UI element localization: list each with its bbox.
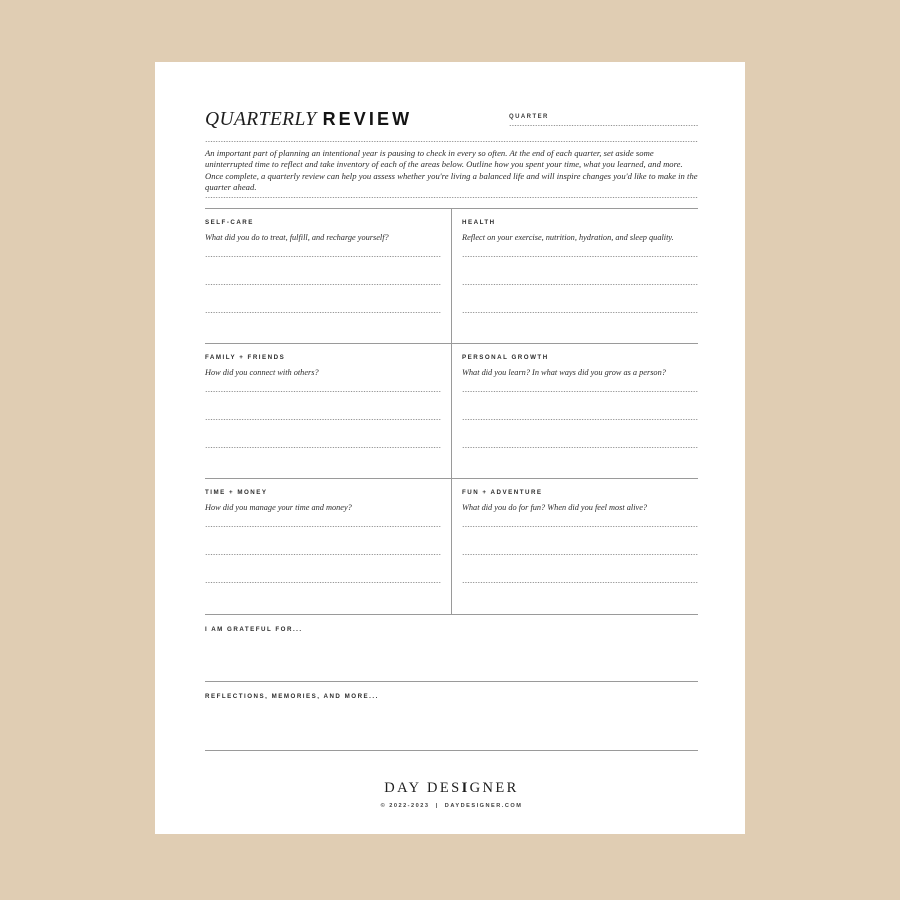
section-fun-adventure [462, 478, 698, 613]
write-line[interactable] [462, 284, 698, 285]
section-health [462, 208, 698, 343]
write-line[interactable] [462, 582, 698, 583]
brand-part-1: DAY DES [384, 779, 462, 796]
quarter-input-line[interactable] [509, 125, 698, 126]
section-self-care [205, 208, 441, 343]
write-line[interactable] [205, 419, 441, 420]
section-prompt: What did you learn? In what ways did you grow as a person? [462, 367, 666, 377]
section-write-lines [205, 526, 441, 583]
printable-page-sheet [155, 62, 745, 834]
quarter-label: QUARTER [509, 114, 549, 120]
grid-row-2 [205, 343, 698, 478]
write-line[interactable] [205, 391, 441, 392]
section-title: PERSONAL GROWTH [462, 353, 549, 361]
section-write-lines [205, 256, 441, 313]
section-prompt: How did you manage your time and money? [205, 502, 352, 512]
section-write-lines [462, 391, 698, 448]
write-line[interactable] [462, 526, 698, 527]
page-content-area [205, 109, 698, 809]
quarter-field-group [509, 113, 698, 126]
section-write-lines [462, 526, 698, 583]
page-footer [205, 780, 698, 809]
section-title: HEALTH [462, 218, 496, 226]
section-write-lines [462, 256, 698, 313]
section-family-friends [205, 343, 441, 478]
section-write-lines [205, 391, 441, 448]
grid-row-3 [205, 478, 698, 613]
intro-paragraph: An important part of planning an intentional year is pausing to check in every so often. At the end of each quarter, set aside some uninterrupted time to reflect and take inventory of each of the areas below. Outline how you spent your time, what you learned, and more. Once complete, a quarterly review can help you assess whether you're living a balanced life and will inspire changes you'd like to make in the quarter ahead. [205, 148, 698, 193]
section-prompt: What did you do for fun? When did you feel most alive? [462, 502, 648, 512]
write-line[interactable] [462, 419, 698, 420]
reflection-grid [205, 208, 698, 614]
write-line[interactable] [462, 256, 698, 257]
write-line[interactable] [205, 312, 441, 313]
brand-part-2: GNER [469, 779, 519, 796]
section-title: SELF-CARE [205, 218, 254, 226]
section-prompt: Reflect on your exercise, nutrition, hydration, and sleep quality. [462, 232, 674, 242]
write-line[interactable] [462, 447, 698, 448]
section-grateful-for[interactable] [205, 615, 698, 681]
write-line[interactable] [462, 391, 698, 392]
write-line[interactable] [462, 554, 698, 555]
reflections-bottom-rule [205, 750, 698, 751]
write-line[interactable] [205, 256, 441, 257]
header-divider-dotted [205, 141, 698, 142]
section-reflections-memories[interactable] [205, 682, 698, 750]
grid-row-1 [205, 208, 698, 343]
section-title: FUN + ADVENTURE [462, 488, 543, 496]
section-title: TIME + MONEY [205, 488, 268, 496]
copyright-line [205, 803, 698, 809]
page-title [205, 109, 412, 131]
brand-logo [205, 780, 698, 797]
section-label: I AM GRATEFUL FOR... [205, 625, 303, 633]
section-time-money [205, 478, 441, 613]
section-label: REFLECTIONS, MEMORIES, AND MORE... [205, 692, 379, 700]
page-title-italic: QUARTERLY [205, 109, 317, 130]
brand-stylized-i: I [461, 779, 470, 796]
section-prompt: How did you connect with others? [205, 367, 319, 377]
write-line[interactable] [205, 526, 441, 527]
write-line[interactable] [205, 554, 441, 555]
page-header [205, 109, 698, 135]
section-personal-growth [462, 343, 698, 478]
footer-separator: | [435, 802, 439, 809]
intro-divider-dotted [205, 197, 698, 198]
write-line[interactable] [205, 582, 441, 583]
section-prompt: What did you do to treat, fulfill, and recharge yourself? [205, 232, 389, 242]
write-line[interactable] [205, 284, 441, 285]
page-title-bold: REVIEW [322, 109, 413, 129]
section-title: FAMILY + FRIENDS [205, 353, 286, 361]
copyright-text: © 2022-2023 [380, 802, 430, 809]
write-line[interactable] [462, 312, 698, 313]
write-line[interactable] [205, 447, 441, 448]
website-text: DAYDESIGNER.COM [444, 802, 523, 809]
